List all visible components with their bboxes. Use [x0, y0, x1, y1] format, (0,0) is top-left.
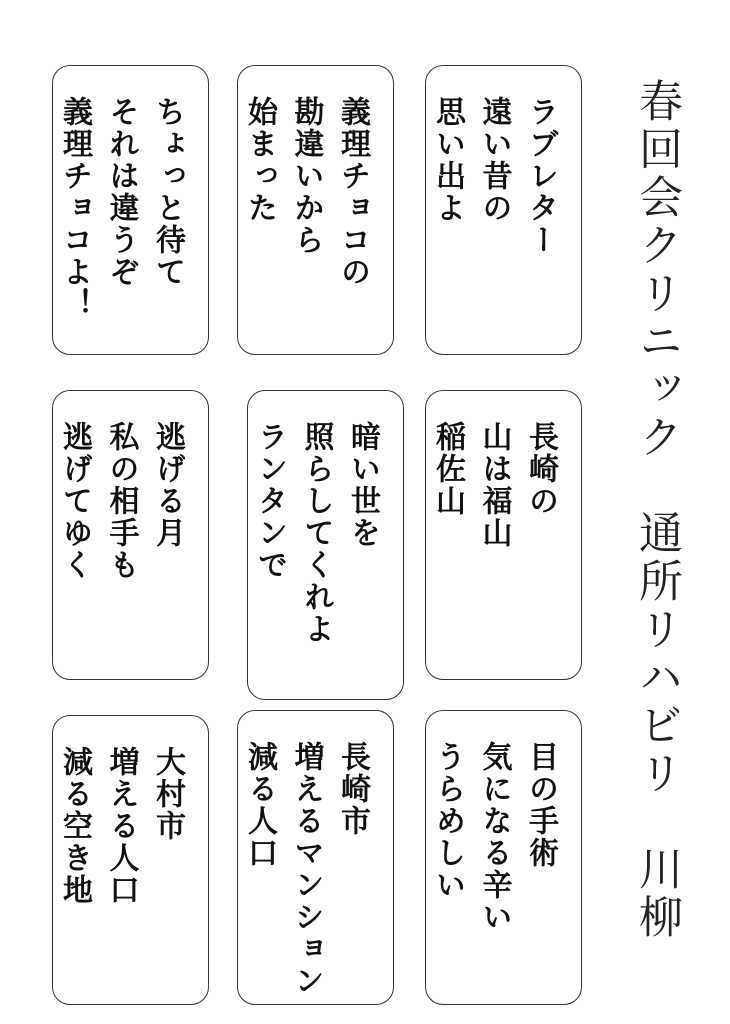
senryu-line: 増える人口 — [103, 746, 139, 906]
senryu-line: 暗い世を — [345, 421, 380, 549]
senryu-card — [425, 390, 582, 680]
senryu-text — [424, 421, 564, 661]
senryu-line: 勘違いから — [288, 96, 324, 256]
senryu-card — [52, 390, 209, 680]
senryu-line: 義理チョコよ！ — [57, 96, 92, 320]
senryu-line: 減る人口 — [242, 741, 277, 869]
senryu-card — [247, 390, 404, 700]
senryu-line: 義理チョコの — [335, 96, 370, 288]
senryu-line: 私の相手も — [103, 421, 139, 581]
senryu-line: ラブレター — [523, 96, 558, 256]
senryu-line: 減る空き地 — [57, 746, 92, 906]
senryu-card — [425, 710, 582, 1005]
senryu-line: 山は福山 — [476, 421, 512, 549]
senryu-line: 思い出よ — [430, 96, 465, 224]
senryu-text — [236, 96, 376, 336]
senryu-line: それは違うぞ — [103, 96, 139, 288]
senryu-line: 逃げてゆく — [57, 421, 92, 581]
senryu-text — [236, 741, 376, 997]
senryu-text — [51, 96, 191, 336]
senryu-text — [51, 421, 191, 661]
senryu-line: 大村市 — [150, 746, 185, 842]
senryu-card — [52, 715, 209, 1005]
senryu-line: 長崎の — [523, 421, 558, 517]
senryu-line: うらめしい — [430, 741, 465, 901]
senryu-text — [424, 96, 564, 336]
page-title: 春回会クリニック 通所リハビリ 川柳 — [631, 78, 682, 942]
senryu-card — [425, 65, 582, 355]
senryu-card — [237, 710, 394, 1005]
senryu-text — [51, 746, 191, 986]
senryu-text — [424, 741, 564, 986]
senryu-card — [237, 65, 394, 355]
senryu-line: ちょっと待て — [150, 96, 185, 288]
senryu-line: 長崎市 — [335, 741, 370, 837]
senryu-line: ランタンで — [252, 421, 287, 581]
senryu-line: 稲佐山 — [430, 421, 465, 517]
senryu-line: 増えるマンション — [288, 741, 324, 997]
senryu-line: 気になる辛い — [476, 741, 512, 933]
senryu-line: 始まった — [242, 96, 277, 224]
senryu-line: 遠い昔の — [476, 96, 512, 224]
senryu-line: 目の手術 — [523, 741, 558, 869]
senryu-line: 逃げる月 — [150, 421, 185, 549]
senryu-line: 照らしてくれよ — [298, 421, 334, 645]
senryu-text — [246, 421, 386, 681]
senryu-card — [52, 65, 209, 355]
